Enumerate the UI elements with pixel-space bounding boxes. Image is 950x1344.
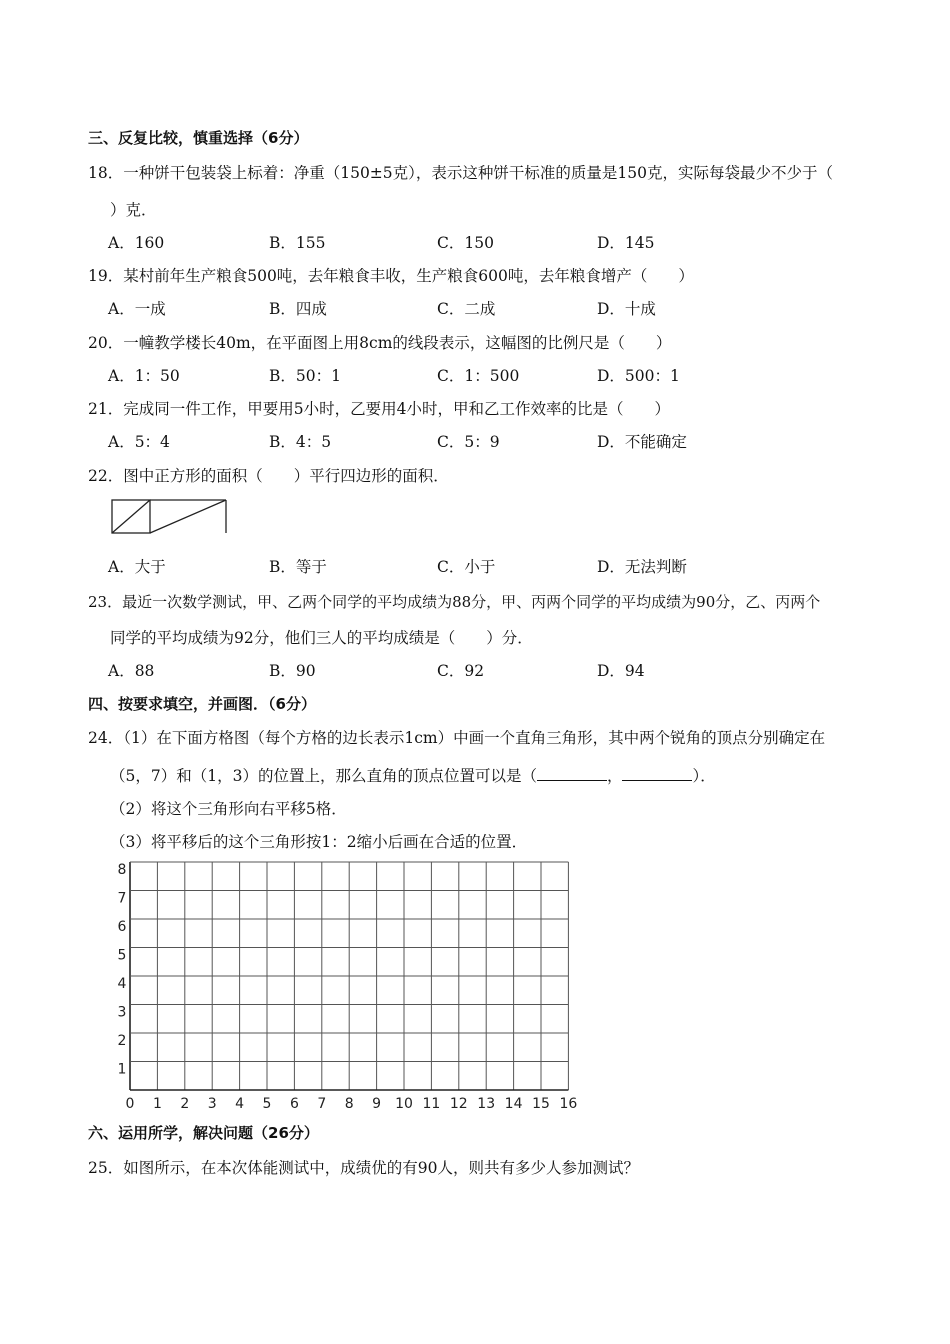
y-axis-label: 5 — [117, 947, 127, 964]
x-axis-label: 11 — [422, 1096, 441, 1112]
x-axis-label: 12 — [449, 1096, 468, 1112]
square-parallelogram-figure — [108, 496, 230, 536]
question-24-line1: 24．（1）在下面方格图（每个方格的边长表示1cm）中画一个直角三角形，其中两个锐角的顶点分别确定在 — [88, 729, 826, 747]
answer-blank-2[interactable] — [622, 766, 692, 781]
square-diagonal — [112, 500, 150, 533]
question-18-line2: ）克． — [110, 201, 157, 219]
section-6-title: 六、运用所学，解决问题（26分） — [88, 1124, 319, 1142]
y-axis-label: 4 — [117, 976, 127, 992]
y-axis-label: 1 — [117, 1061, 127, 1078]
question-24-line4: （3）将平移后的这个三角形按1：2缩小后画在合适的位置． — [110, 833, 528, 851]
x-axis-label: 13 — [477, 1096, 496, 1112]
parallelogram-right — [150, 500, 226, 533]
x-axis-label: 2 — [180, 1096, 190, 1112]
option-b[interactable]: B．等于 — [269, 558, 327, 576]
question-22-text: 22．图中正方形的面积（ ）平行四边形的面积． — [88, 467, 449, 485]
x-axis-label: 3 — [207, 1096, 217, 1112]
option-d[interactable]: D．无法判断 — [597, 558, 687, 576]
y-axis-label: 3 — [117, 1004, 127, 1021]
x-axis-label: 10 — [395, 1096, 413, 1112]
y-axis-label: 6 — [117, 919, 127, 935]
option-d[interactable]: D．不能确定 — [597, 433, 687, 451]
option-b[interactable]: B．155 — [269, 234, 326, 252]
option-a[interactable]: A．1：50 — [108, 367, 180, 385]
option-b[interactable]: B．4：5 — [269, 433, 332, 451]
question-23-line1: 23．最近一次数学测试，甲、乙两个同学的平均成绩为88分，甲、丙两个同学的平均成绩为90分，乙、丙两个 — [88, 593, 821, 611]
option-b[interactable]: B．四成 — [269, 300, 327, 318]
x-axis-label: 1 — [152, 1096, 162, 1112]
option-d[interactable]: D．十成 — [597, 300, 656, 318]
x-axis-label: 15 — [532, 1096, 550, 1112]
question-25-text: 25．如图所示，在本次体能测试中，成绩优的有90人，则共有多少人参加测试？ — [88, 1159, 639, 1177]
question-21-text: 21．完成同一件工作，甲要用5小时，乙要用4小时，甲和乙工作效率的比是（ ） — [88, 400, 670, 418]
option-a[interactable]: A．一成 — [108, 300, 166, 318]
x-axis-label: 16 — [559, 1096, 578, 1112]
option-d[interactable]: D．94 — [597, 662, 645, 680]
option-a[interactable]: A．160 — [108, 234, 165, 252]
option-c[interactable]: C．92 — [437, 662, 485, 680]
question-24-line2 — [110, 764, 716, 786]
question-24-line2-text: （5，7）和（1，3）的位置上，那么直角的顶点位置可以是（ — [110, 767, 537, 785]
y-axis-label: 2 — [117, 1033, 127, 1049]
option-a[interactable]: A．88 — [108, 662, 155, 680]
question-19-text: 19．某村前年生产粮食500吨，去年粮食丰收，生产粮食600吨，去年粮食增产（ ） — [88, 267, 694, 285]
x-axis-label: 7 — [317, 1096, 327, 1112]
option-a[interactable]: A．大于 — [108, 558, 166, 576]
option-c[interactable]: C．小于 — [437, 558, 496, 576]
option-c[interactable]: C．1：500 — [437, 367, 520, 385]
x-axis-label: 8 — [344, 1096, 354, 1112]
x-axis-label: 9 — [372, 1096, 382, 1112]
question-24-line2-end: ）． — [692, 767, 716, 785]
y-axis-label: 7 — [117, 890, 127, 907]
question-20-text: 20．一幢教学楼长40m，在平面图上用8cm的线段表示，这幅图的比例尺是（ ） — [88, 334, 672, 352]
question-23-line2: 同学的平均成绩为92分，他们三人的平均成绩是（ ）分． — [110, 629, 533, 647]
option-c[interactable]: C．150 — [437, 234, 494, 252]
option-d[interactable]: D．145 — [597, 234, 655, 252]
x-axis-label: 5 — [262, 1096, 272, 1112]
x-axis-label: 4 — [235, 1096, 245, 1112]
x-axis-label: 14 — [504, 1096, 523, 1112]
coordinate-grid[interactable] — [108, 858, 586, 1114]
section-3-title: 三、反复比较，慎重选择（6分） — [88, 129, 309, 147]
y-axis-label: 8 — [117, 862, 127, 878]
question-18-line1: 18．一种饼干包装袋上标着：净重（150±5克），表示这种饼干标准的质量是150克，实际每袋最少不少于（ — [88, 164, 833, 182]
question-24-line3: （2）将这个三角形向右平移5格． — [110, 800, 347, 818]
option-d[interactable]: D．500：1 — [597, 367, 680, 385]
section-4-title: 四、按要求填空，并画图．（6分） — [88, 695, 316, 713]
question-24-line2-comma: ， — [606, 767, 623, 785]
option-b[interactable]: B．90 — [269, 662, 316, 680]
x-axis-label: 0 — [125, 1096, 135, 1112]
option-c[interactable]: C．二成 — [437, 300, 496, 318]
x-axis-label: 6 — [289, 1096, 299, 1112]
option-a[interactable]: A．5：4 — [108, 433, 170, 451]
option-b[interactable]: B．50：1 — [269, 367, 341, 385]
answer-blank-1[interactable] — [537, 766, 607, 781]
option-c[interactable]: C．5：9 — [437, 433, 500, 451]
